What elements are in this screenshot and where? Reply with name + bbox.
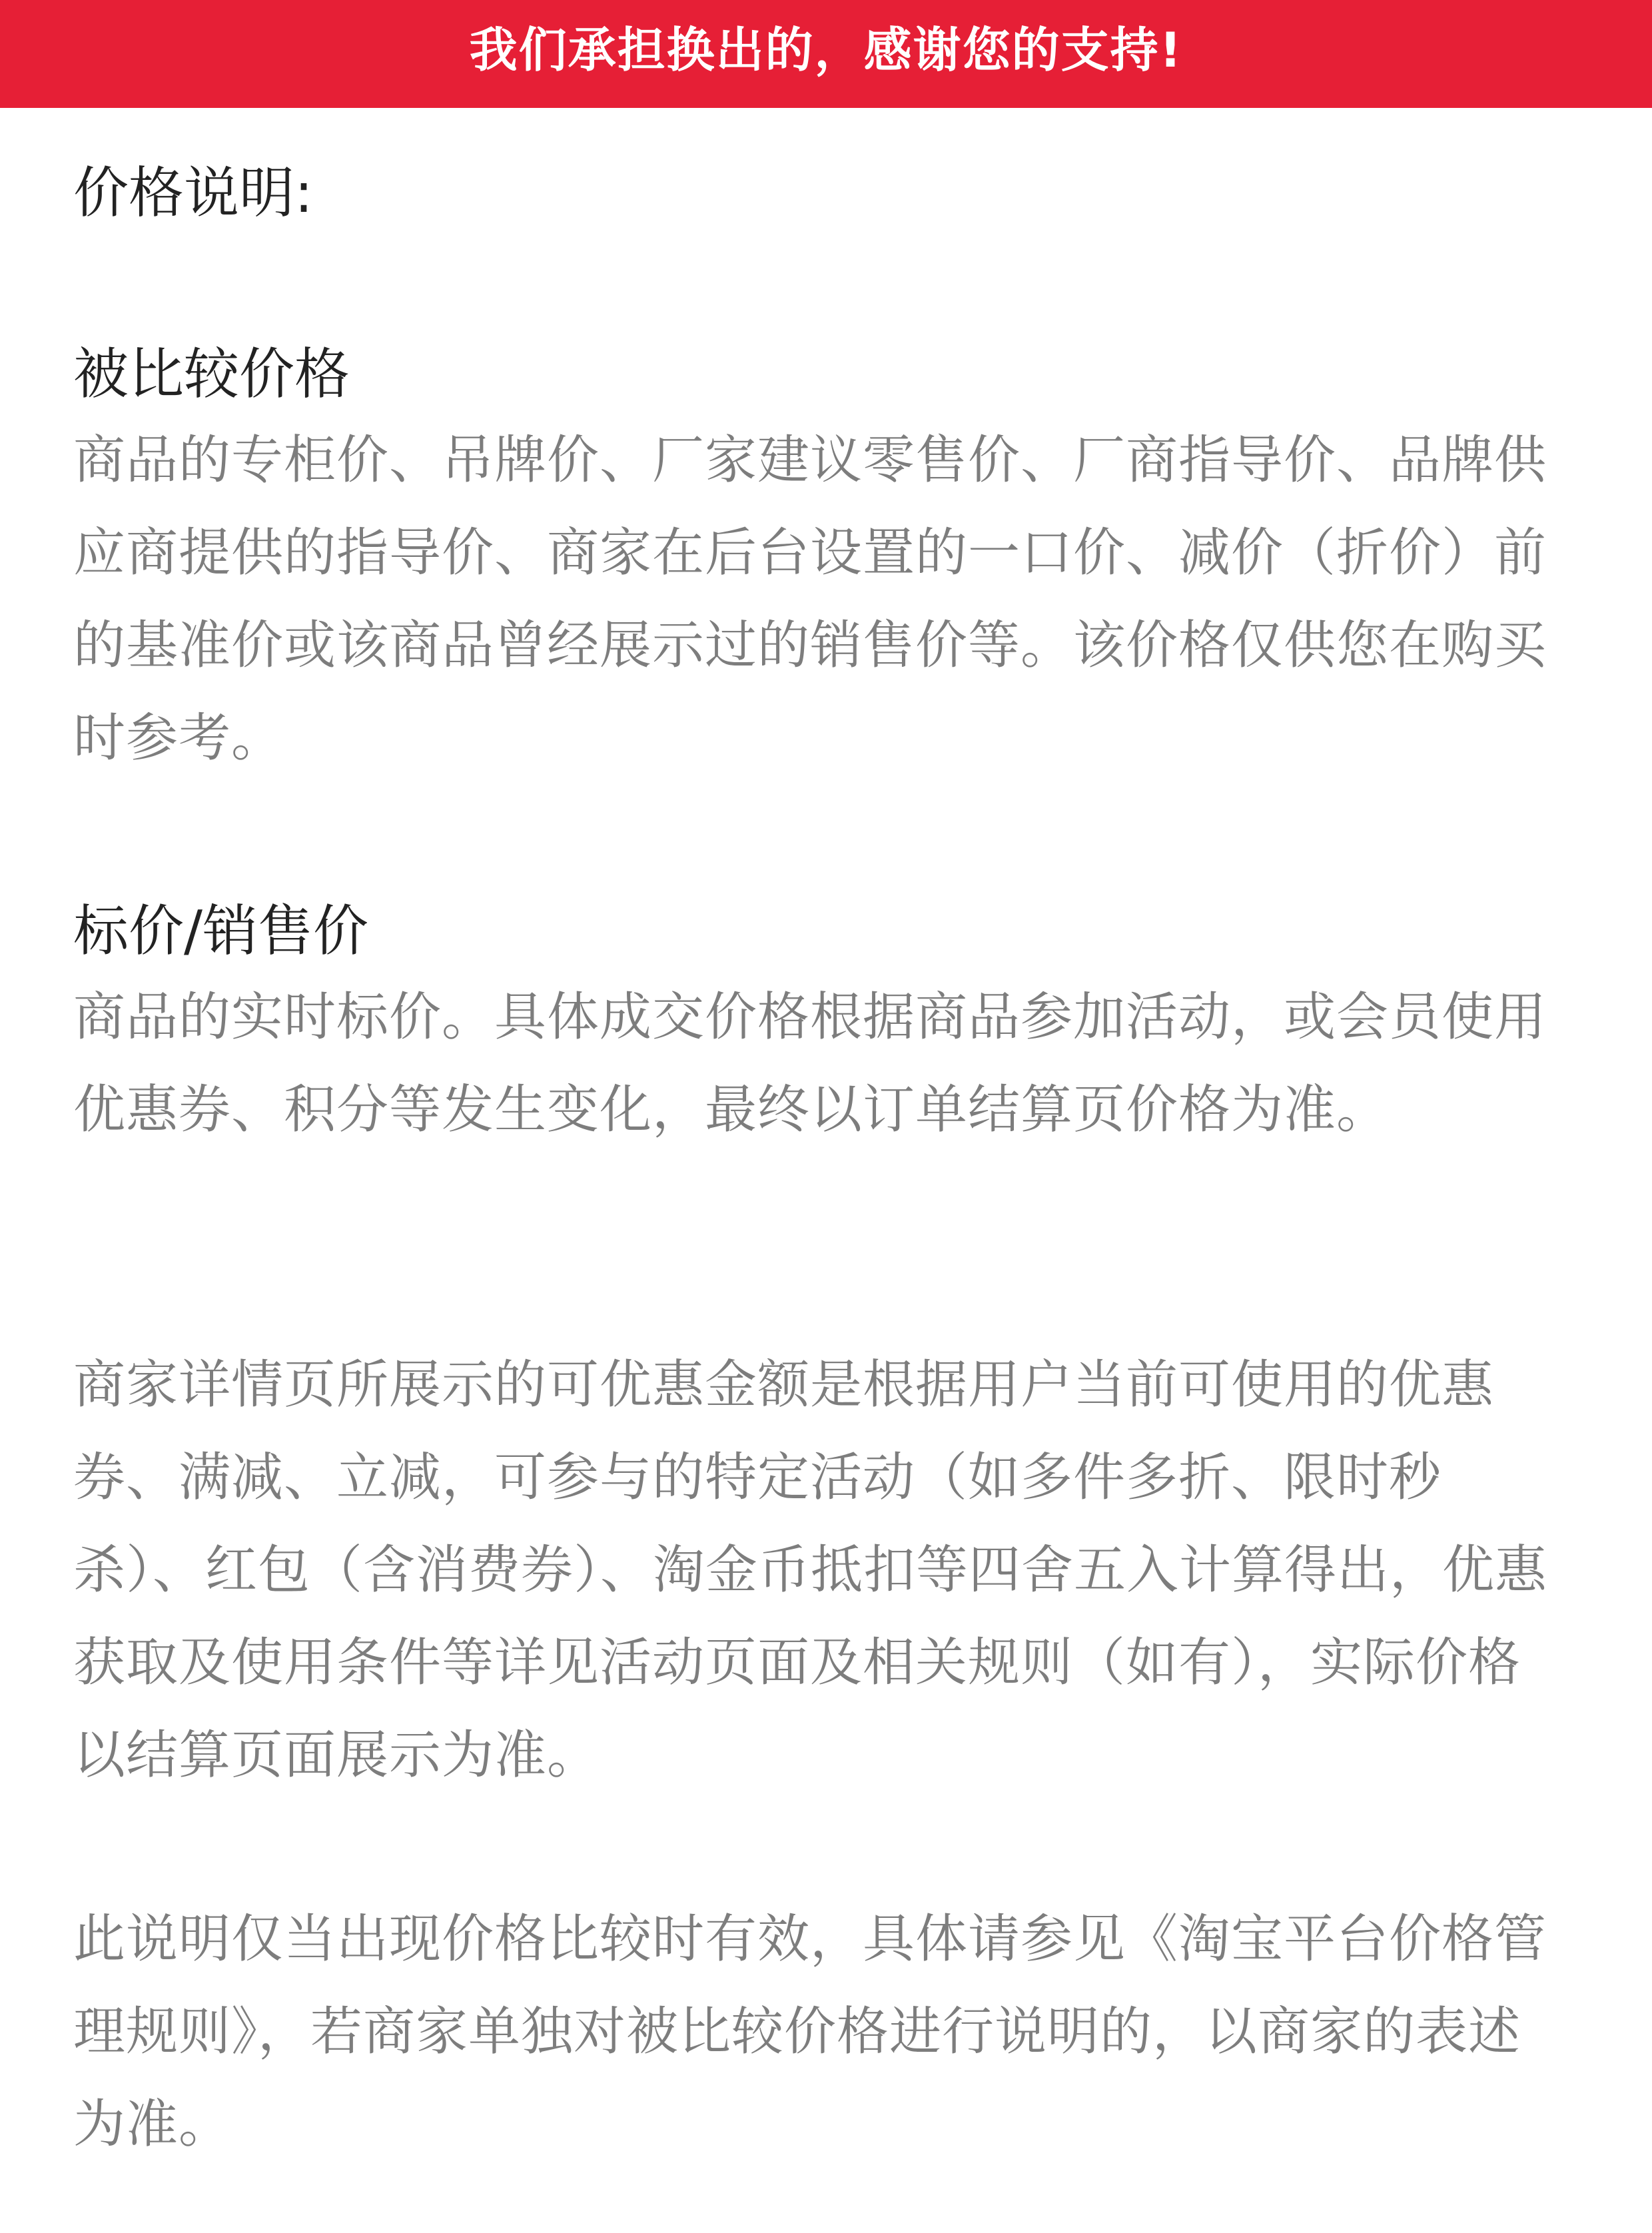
list-price-title: 标价/销售价 (73, 899, 368, 963)
price-description-heading: 价格说明: (73, 161, 313, 225)
list-price-section (73, 891, 1565, 1156)
compared-price-description: 商品的专柜价、吊牌价、厂家建议零售价、厂商指导价、品牌供应商提供的指导价、商家在后台设置的一口价、减价（折价）前的基准价或该商品曾经展示过的销售价等。该价格仅供您在购买时参考。 (73, 430, 1547, 768)
validity-note-description: 此说明仅当出现价格比较时有效，具体请参见《淘宝平台价格管理规则》，若商家单独对被比较价格进行说明的，以商家的表述为准。 (73, 1909, 1547, 2154)
banner-text: 我们承担换出的，感谢您的支持! (469, 22, 1183, 78)
compared-price-section (73, 334, 1565, 785)
list-price-description: 商品的实时标价。具体成交价格根据商品参加活动，或会员使用优惠券、积分等发生变化，最终以订单结算页价格为准。 (73, 987, 1547, 1140)
discount-amount-description: 商家详情页所展示的可优惠金额是根据用户当前可使用的优惠券、满减、立减，可参与的特定活动（如多件多折、限时秒杀）、红包（含消费券）、淘金币抵扣等四舍五入计算得出，优惠获取及使用条件等详见活动页面及相关规则（如有），实际价格以结算页面展示为准。 (73, 1355, 1548, 1785)
top-banner (0, 0, 1652, 108)
compared-price-title: 被比较价格 (73, 342, 350, 406)
validity-note-section (73, 1893, 1565, 2171)
discount-amount-section (73, 1339, 1565, 1802)
